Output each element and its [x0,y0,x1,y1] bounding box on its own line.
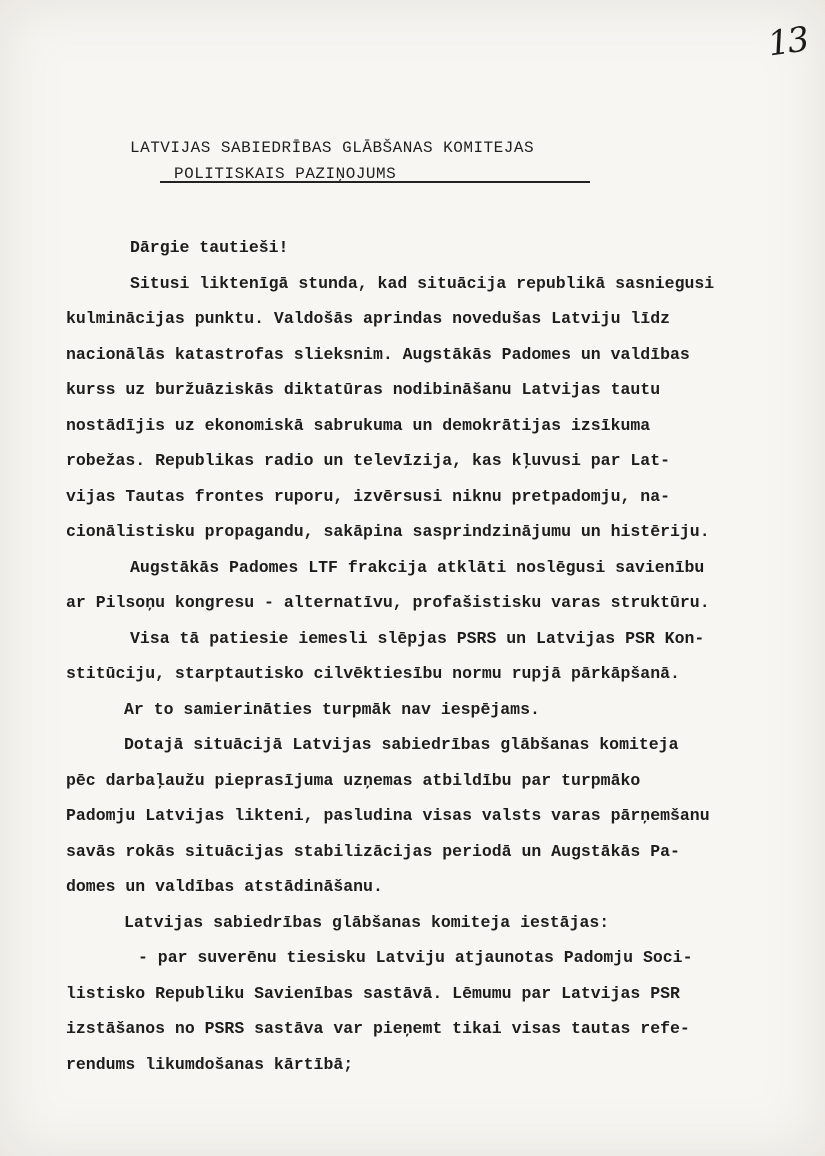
body-line: Visa tā patiesie iemesli slēpjas PSRS un Latvijas PSR Kon- [130,628,705,648]
body-line: stitūciju, starptautisko cilvēktiesību normu rupjā pārkāpšanā. [66,664,680,683]
body-line: Dotajā situācijā Latvijas sabiedrības glābšanas komiteja [124,735,679,754]
body-line: - par suverēnu tiesisku Latviju atjaunotas Padomju Soci- [138,948,693,967]
title-underline [160,181,590,183]
body-line: listisko Republiku Savienības sastāvā. Lēmumu par Latvijas PSR [66,983,680,1003]
body-line: kurss uz buržuāziskās diktatūras nodibināšanu Latvijas tautu [66,380,661,399]
body-line: nostādījis uz ekonomiskā sabrukuma un demokrātijas izsīkuma [66,415,651,435]
body-line: Situsi liktenīgā stunda, kad situācija republikā sasniegusi [130,273,715,293]
body-line: nacionālās katastrofas slieksnim. Augstākās Padomes un valdības [66,344,690,364]
body-line: domes un valdības atstādināšanu. [66,877,383,896]
body-line: pēc darbaļaužu pieprasījuma uzņemas atbildību par turpmāko [66,770,641,790]
body-line: Latvijas sabiedrības glābšanas komiteja iestājas: [124,912,610,932]
body-line: savās rokās situācijas stabilizācijas periodā un Augstākās Pa- [66,841,680,861]
body-line: izstāšanos no PSRS sastāva var pieņemt tikai visas tautas refe- [66,1019,690,1038]
title-line-2: POLITISKAIS PAZIŅOJUMS [174,165,397,183]
body-line: Ar to samierināties turpmāk nav iespējams. [124,699,540,719]
body-line: vijas Tautas frontes ruporu, izvērsusi niknu pretpadomju, na- [66,486,670,506]
statement-body [66,230,796,1082]
body-line: Augstākās Padomes LTF frakcija atklāti noslēgusi savienību [130,557,705,577]
body-line: kulmināciјas punktu. Valdošās aprindas novedušas Latviju līdz [66,309,670,328]
body-line: ar Pilsoņu kongresu - alternatīvu, profašistisku varas struktūru. [66,593,710,612]
body-line: rendums likumdošanas kārtībā; [66,1054,354,1074]
body-line: Dārgie tautieši! [130,238,289,257]
body-line: cionālistisku propagandu, sakāpina sasprindzinājumu un histēriju. [66,522,710,541]
body-line: Padomju Latvijas likteni, pasludina visas valsts varas pārņemšanu [66,806,710,825]
document-title [130,135,534,187]
body-line: robežas. Republikas radio un televīzija, kas kļuvusi par Lat- [66,451,670,470]
handwritten-page-number: 13 [765,19,810,65]
title-line-1: LATVIJAS SABIEDRĪBAS GLĀBŠANAS KOMITEJAS [130,139,535,157]
